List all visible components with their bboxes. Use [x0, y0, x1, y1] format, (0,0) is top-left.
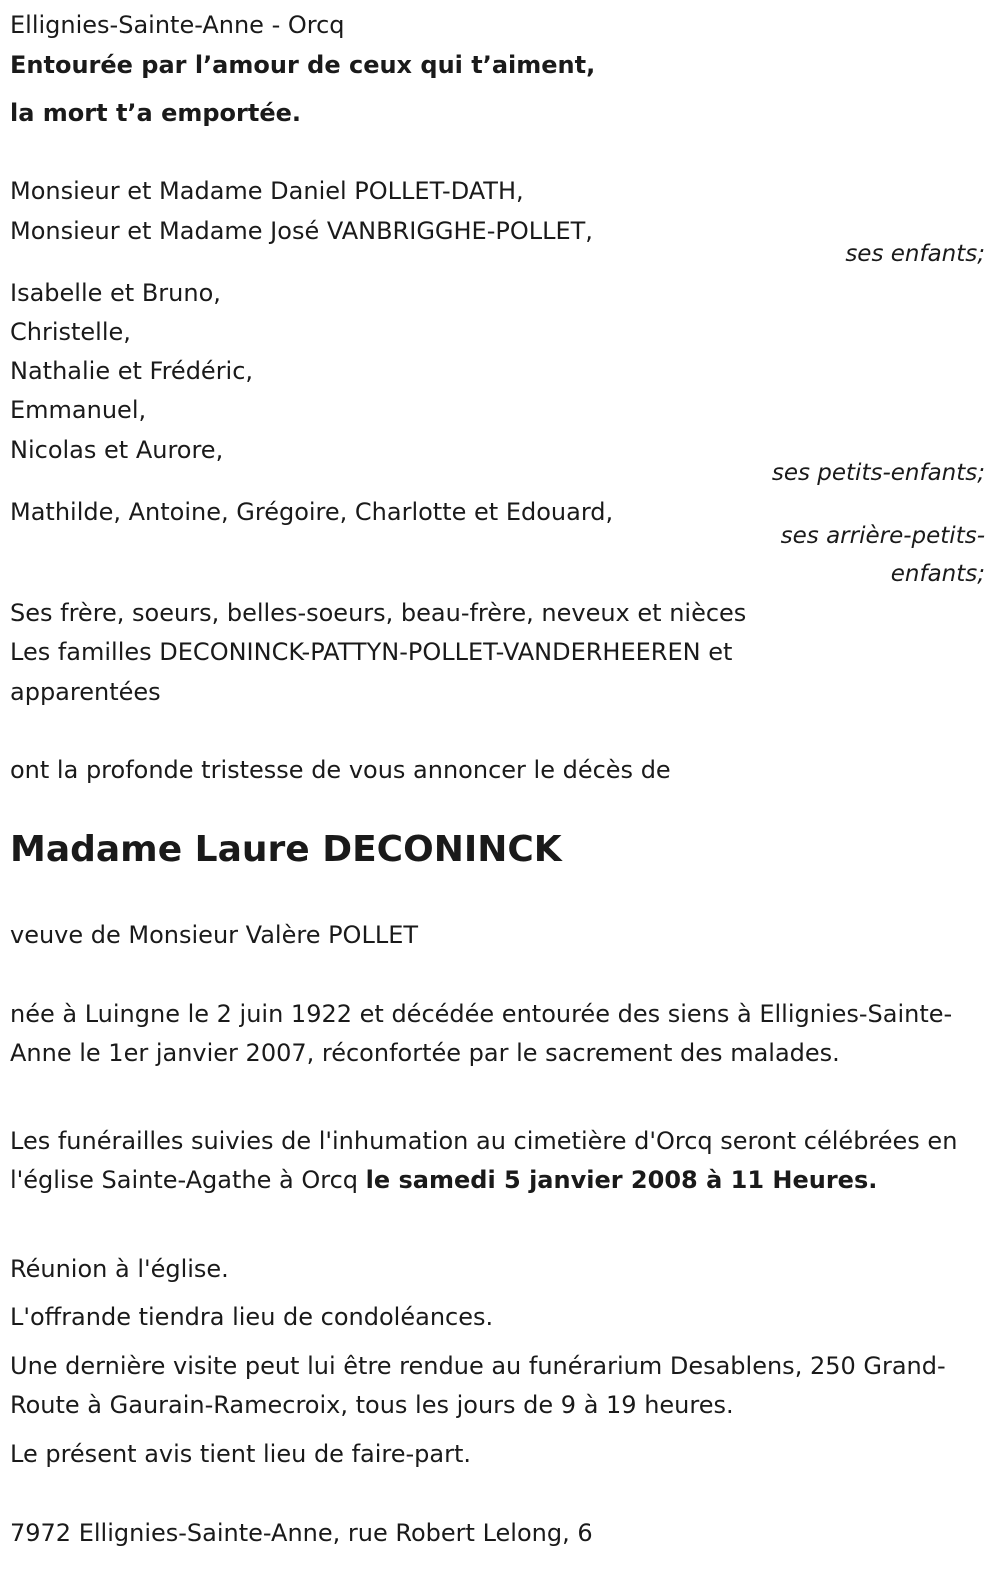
grandchild-line-3: Nathalie et Frédéric,	[10, 357, 254, 385]
deceased-name: Madame Laure DECONINCK	[10, 829, 562, 870]
visit-paragraph: Une dernière visite peut lui être rendue au funérarium Desablens, 250 Grand-Route à Gaurain-Ramecroix, tous les jours de 9 à 19 heures.	[10, 1352, 946, 1419]
families-line-2: apparentées	[10, 678, 161, 706]
grandchild-line-1: Isabelle et Bruno,	[10, 279, 221, 307]
great-grandchildren-role-1: ses arrière-petits-	[780, 523, 985, 549]
grandchildren-role: ses petits-enfants;	[771, 460, 985, 486]
location-header: Ellignies-Sainte-Anne - Orcq	[10, 11, 345, 39]
quote-line-2: la mort t’a emportée.	[10, 99, 302, 127]
funeral-text: Les funérailles suivies de l'inhumation au cimetière d'Orcq seront célébrées en l'église Sainte-Agathe à Orcq	[10, 1127, 958, 1194]
birth-death-paragraph: née à Luingne le 2 juin 1922 et décédée entourée des siens à Ellignies-Sainte-Anne le 1er janvier 2007, réconfortée par le sacrement des malades.	[10, 1000, 953, 1067]
siblings-line: Ses frère, soeurs, belles-soeurs, beau-frère, neveux et nièces	[10, 599, 747, 627]
families-line-1: Les familles DECONINCK-PATTYN-POLLET-VANDERHEEREN et	[10, 638, 733, 666]
widow-of-line: veuve de Monsieur Valère POLLET	[10, 921, 419, 949]
grandchild-line-5: Nicolas et Aurore,	[10, 436, 224, 464]
great-grandchildren-line: Mathilde, Antoine, Grégoire, Charlotte et Edouard,	[10, 498, 614, 526]
child-line-1: Monsieur et Madame Daniel POLLET-DATH,	[10, 177, 524, 205]
offering-line: L'offrande tiendra lieu de condoléances.	[10, 1303, 494, 1331]
funeral-paragraph	[10, 1122, 985, 1200]
quote-line-1: Entourée par l’amour de ceux qui t’aiment,	[10, 51, 596, 79]
children-role: ses enfants;	[845, 241, 985, 267]
child-line-2: Monsieur et Madame José VANBRIGGHE-POLLET,	[10, 217, 593, 245]
meeting-line: Réunion à l'église.	[10, 1255, 229, 1283]
footer-address: 7972 Ellignies-Sainte-Anne, rue Robert Lelong, 6	[10, 1519, 593, 1547]
notice-line: Le présent avis tient lieu de faire-part.	[10, 1440, 472, 1468]
announcement-intro: ont la profonde tristesse de vous annoncer le décès de	[10, 756, 671, 784]
grandchild-line-4: Emmanuel,	[10, 396, 147, 424]
great-grandchildren-role-2: enfants;	[890, 561, 985, 587]
grandchild-line-2: Christelle,	[10, 318, 131, 346]
funeral-date: le samedi 5 janvier 2008 à 11 Heures.	[365, 1166, 878, 1194]
